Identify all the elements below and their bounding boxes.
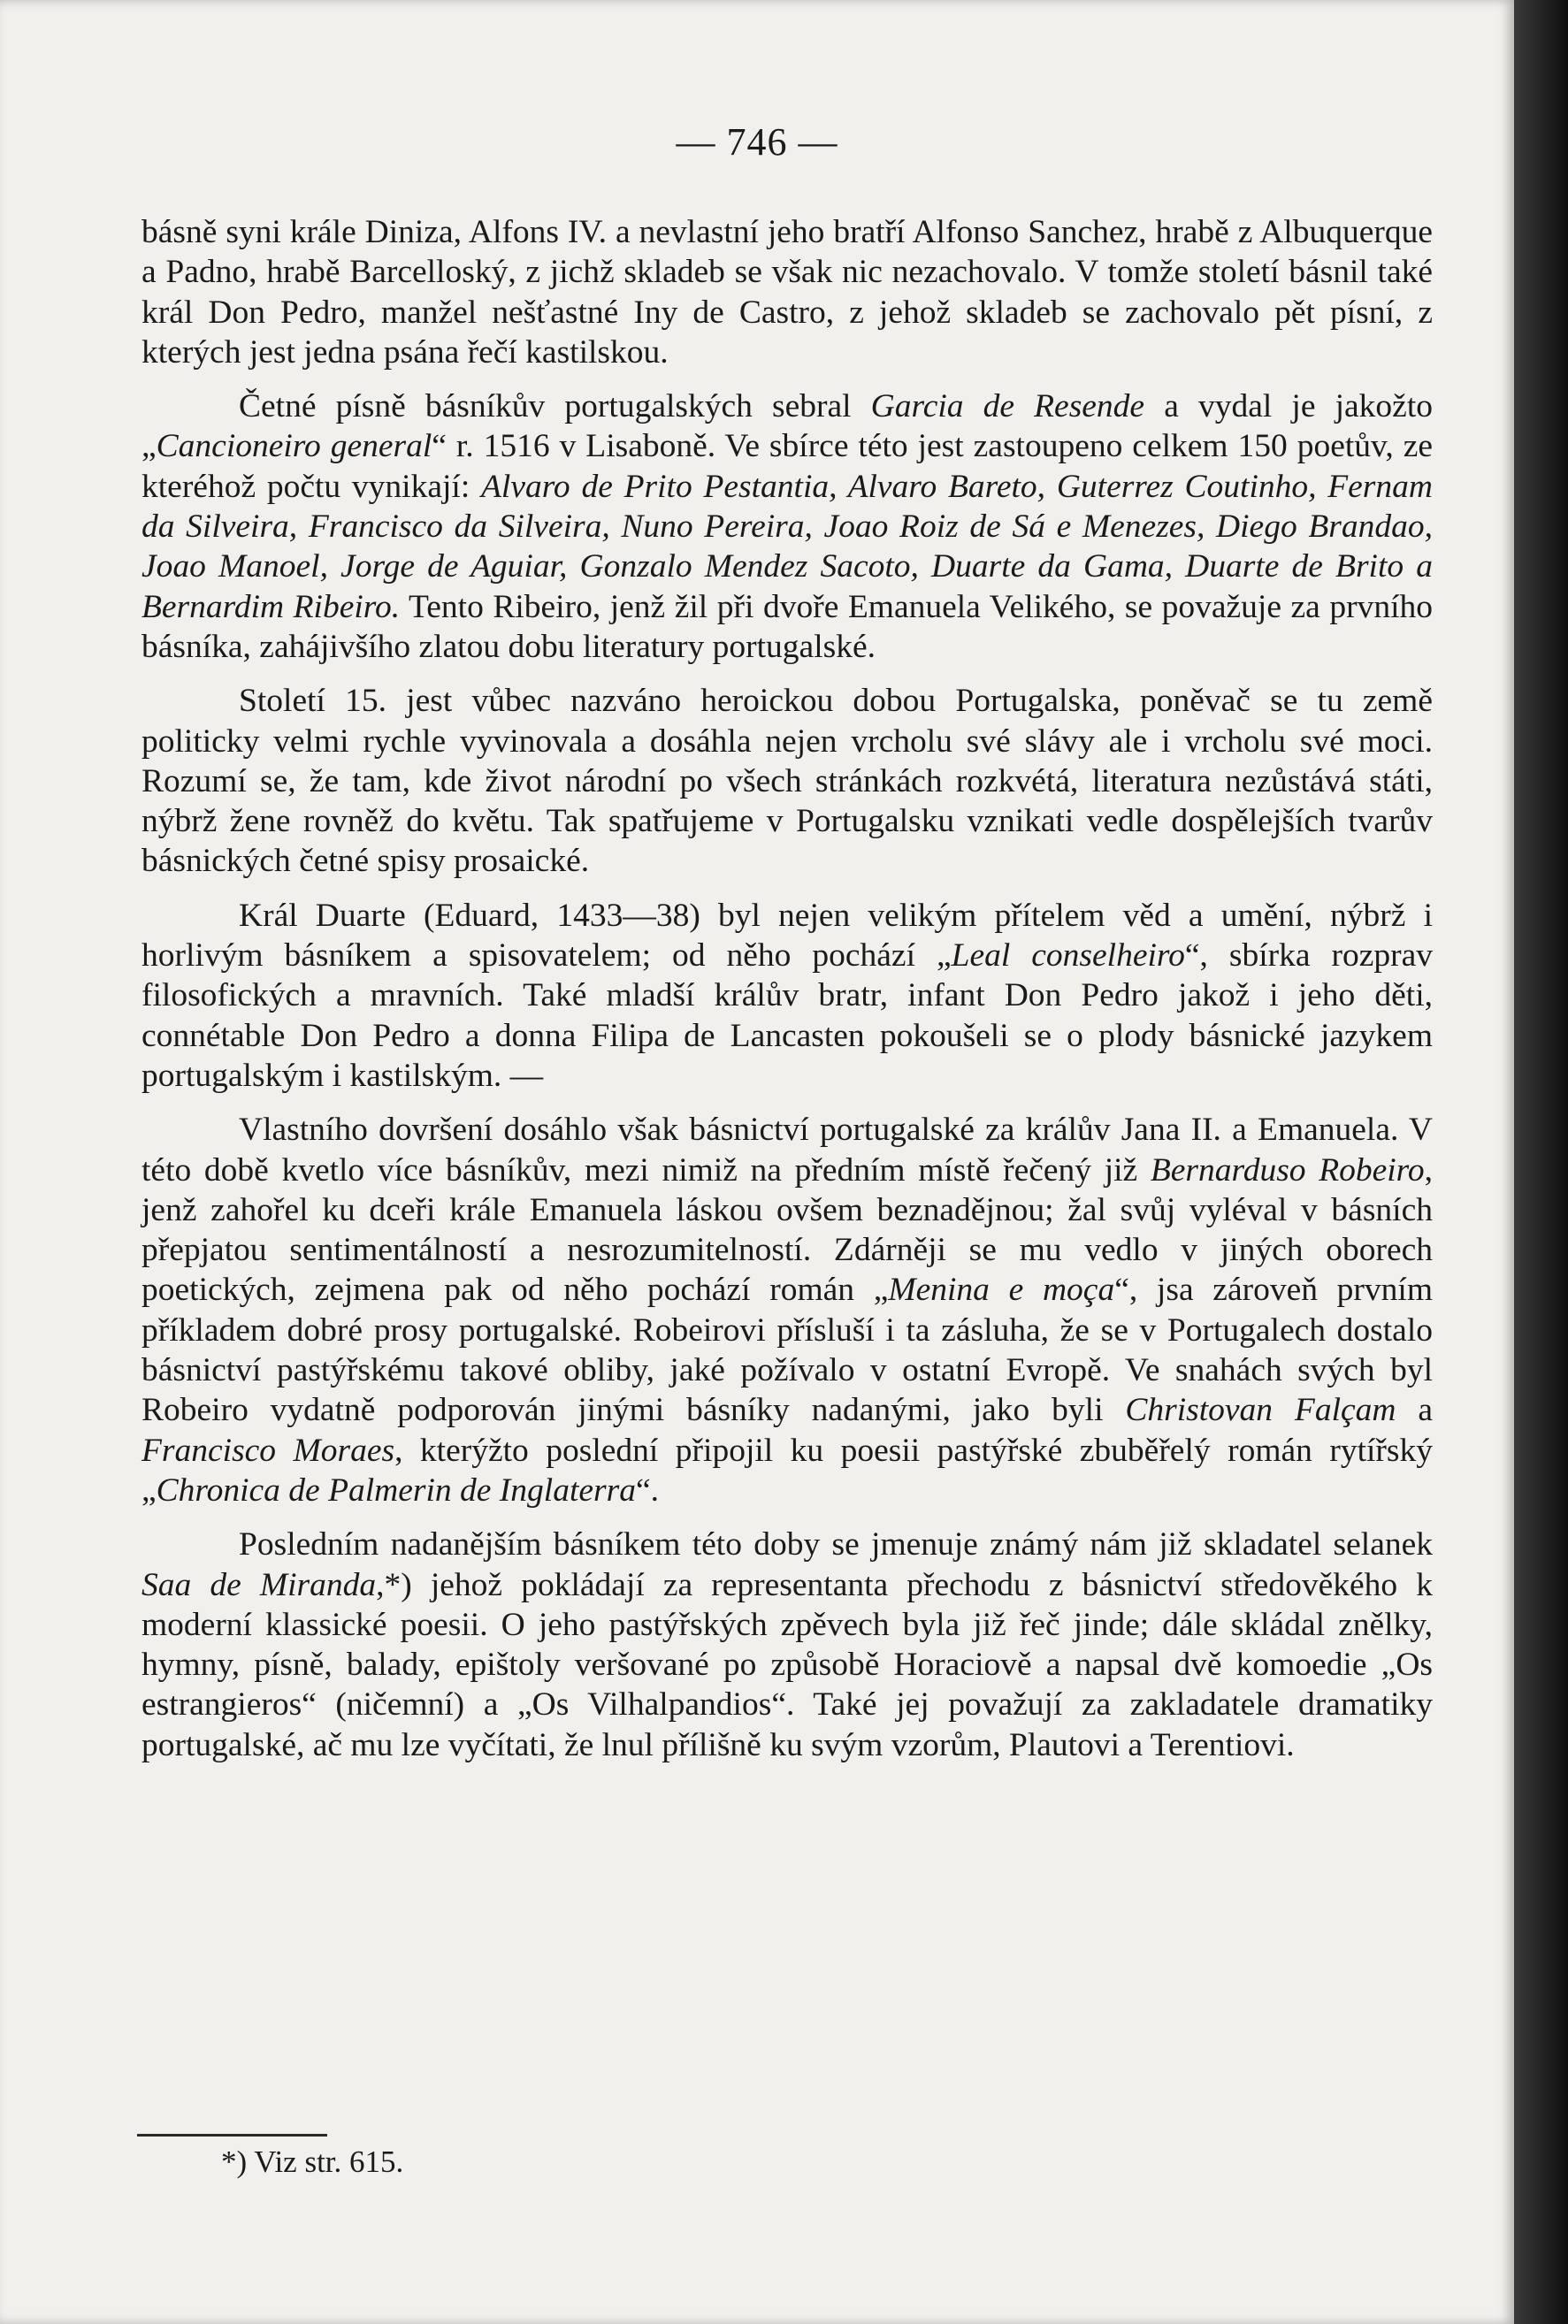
footnote-divider bbox=[137, 2134, 327, 2137]
italic-title: Leal conselheiro bbox=[951, 937, 1185, 975]
text-run: Posledním nadanějším básníkem této doby se jmenuje známý nám již skladatel selanek bbox=[239, 1526, 1433, 1563]
text-run: “. bbox=[635, 1472, 659, 1509]
text-run: a vydal je jakožto „ bbox=[142, 388, 1433, 465]
italic-name: Christovan Falçam bbox=[1125, 1392, 1396, 1429]
text-run: “, jsa zároveň prvním příkladem dobré prosy portugalské. Robeirovi přísluší i ta zásluha, že se v Portugalech dostalo básnictví pastýřskému takové obliby, jaké požívalo v ostatní Evropě. Ve snahách svých byl Robeiro vydatně podporován jinými básníky nadanými, jako byli bbox=[142, 1272, 1433, 1429]
footnote: *) Viz str. 615. bbox=[221, 2144, 404, 2179]
italic-name: Francisco Moraes bbox=[142, 1432, 395, 1469]
text-run: Tento Ribeiro, jenž žil při dvoře Emanuela Velikého, se považuje za prvního básníka, zahájivšího zlatou dobu literatury portugalské. bbox=[142, 588, 1434, 665]
text-run: , kterýžto poslední připojil ku poesii pastýřské zbuběřelý román rytířský „ bbox=[142, 1432, 1434, 1509]
italic-name: Saa de Miranda bbox=[142, 1566, 377, 1603]
text-run: a bbox=[1396, 1392, 1434, 1429]
italic-name-list: Alvaro de Prito Pestantia, Alvaro Bareto, Guterrez Coutinho, Fernam da Silveira, Francisco da Silveira, Nuno Pereira, Joao Roiz de Sá e Menezes, Diego Brandao, Joao Manoel, Jorge de Aguiar, Gonzalo Mendez Sacoto, Duarte da Gama, Duarte de Brito a Bernardim Ribeiro. bbox=[142, 468, 1433, 625]
italic-name: Garcia de Resende bbox=[870, 388, 1145, 425]
paragraph bbox=[142, 1110, 1433, 1510]
italic-title: Cancioneiro general bbox=[156, 428, 432, 465]
paragraph bbox=[142, 681, 1433, 881]
text-run: ,*) jehož pokládají za representanta přechodu z básnictví středověkého k moderní klassické poesii. O jeho pastýřských zpěvech byla již řeč jinde; dále skládal znělky, hymny, písně, balady, epištoly veršované po způsobě Horaciově a napsal dvě komoedie „Os estrangieros“ (ničemní) a „Os Vilhalpandios“. Také jej považují za zakladatele dramatiky portugalské, ač mu lze vyčítati, že lnul přílišně ku svým vzorům, Plautovi a Terentiovi. bbox=[142, 1566, 1433, 1763]
text-run: Vlastního dovršení dosáhlo však básnictví portugalské za králův Jana II. a Emanuela. V této době kvetlo více básníkův, mezi nimiž na předním místě řečený již bbox=[142, 1112, 1433, 1189]
paragraph bbox=[142, 896, 1433, 1096]
paragraph bbox=[142, 1525, 1433, 1765]
italic-title: Chronica de Palmerin de Inglaterra bbox=[156, 1472, 636, 1509]
text-run: Četné písně básníkův portugalských sebral bbox=[239, 388, 871, 425]
text-run: básně syni krále Diniza, Alfons IV. a nevlastní jeho bratří Alfonso Sanchez, hrabě z Albuquerque a Padno, hrabě Barcelloský, z jichž skladeb se však nic nezachovalo. V tomže století básnil také král Don Pedro, manžel nešťastné Iny de Castro, z jehož skladeb se zachovalo pět písní, z kterých jest jedna psána řečí kastilskou. bbox=[142, 214, 1433, 371]
italic-title: Menina e moça bbox=[888, 1272, 1115, 1309]
italic-name: Bernarduso Robeiro bbox=[1150, 1151, 1425, 1189]
page-number: — 746 — bbox=[676, 120, 838, 164]
text-run: , jenž zahořel ku dceři krále Emanuela láskou ovšem beznadějnou; žal svůj vyléval v básních přepjatou sentimentálností a nesrozumitelností. Zdárněji se mu vedlo v jiných oborech poetických, zejmena pak od něho pochází román „ bbox=[142, 1151, 1433, 1309]
text-run: “, sbírka rozprav filosofických a mravních. Také mladší králův bratr, infant Don Pedro jakož i jeho děti, connétable Don Pedro a donna Filipa de Lancasten pokoušeli se o plody básnické jazykem portugalským i kastilským. — bbox=[142, 937, 1434, 1094]
paragraph bbox=[142, 212, 1433, 372]
paragraph bbox=[142, 386, 1433, 667]
text-run: “ r. 1516 v Lisaboně. Ve sbírce této jest zastoupeno celkem 150 poetův, ze kteréhož počtu vynikají: bbox=[142, 428, 1433, 505]
text-run: Století 15. jest vůbec nazváno heroickou dobou Portugalska, poněvač se tu země politicky velmi rychle vyvinovala a dosáhla nejen vrcholu své slávy ale i vrcholu své moci. Rozumí se, že tam, kde život národní po všech stránkách rozkvétá, literatura nezůstává státi, nýbrž žene rovněž do květu. Tak spatřujeme v Portugalsku vznikati vedle dospělejších tvarův básnických četné spisy prosaické. bbox=[142, 683, 1433, 880]
scan-edge bbox=[1514, 0, 1568, 2324]
body-text bbox=[142, 212, 1433, 1779]
text-run: Král Duarte (Eduard, 1433—38) byl nejen velikým přítelem věd a umění, nýbrž i horlivým básníkem a spisovatelem; od něho pochází „ bbox=[142, 897, 1433, 975]
